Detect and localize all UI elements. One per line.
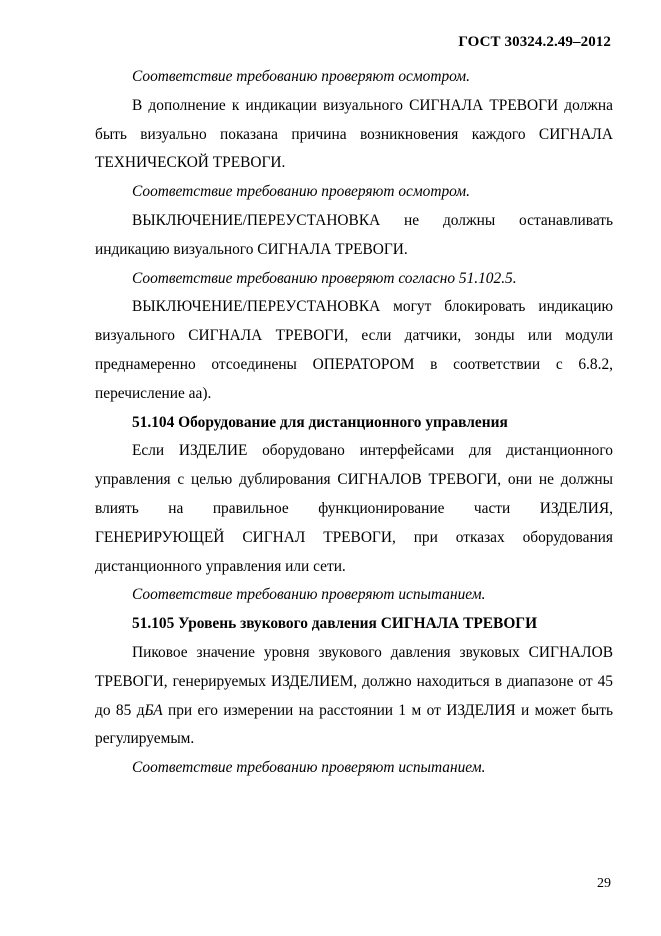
compliance-note: Соответствие требованию проверяют испытанием. — [132, 759, 486, 777]
compliance-note: Соответствие требованию проверяют согласно 51.102.5. — [132, 269, 517, 287]
compliance-note: Соответствие требованию проверяют осмотром. — [132, 183, 470, 201]
compliance-note: Соответствие требованию проверяют испытанием. — [132, 586, 486, 604]
document-body — [95, 63, 613, 783]
section-heading-51-105: 51.105 Уровень звукового давления СИГНАЛА ТРЕВОГИ — [132, 615, 538, 633]
sound-unit-italic: БА — [144, 701, 163, 719]
body-paragraph: В дополнение к индикации визуального СИГНАЛА ТРЕВОГИ должна быть визуально показана причина возникновения каждого СИГНАЛА ТЕХНИЧЕСКОЙ ТРЕВОГИ. — [95, 96, 613, 172]
body-paragraph: ВЫКЛЮЧЕНИЕ/ПЕРЕУСТАНОВКА могут блокировать индикацию визуального СИГНАЛА ТРЕВОГИ, если датчики, зонды или модули преднамеренно отсоединены ОПЕРАТОРОМ в соответствии с 6.8.2, перечисление аа). — [95, 298, 613, 402]
sound-text-after-unit: при его измерении на расстоянии 1 м от ИЗДЕЛИЯ и может быть регулируемым. — [95, 701, 613, 748]
standard-header: ГОСТ 30324.2.49–2012 — [458, 34, 611, 50]
body-paragraph: Если ИЗДЕЛИЕ оборудовано интерфейсами для дистанционного управления с целью дублирования СИГНАЛОВ ТРЕВОГИ, они не должны влиять на правильное функционирование части ИЗДЕЛИЯ, ГЕНЕРИРУЮЩЕЙ СИГНАЛ ТРЕВОГИ, при отказах оборудования дистанционного управления или сети. — [95, 442, 613, 575]
sound-pressure-paragraph — [95, 639, 613, 754]
sound-text-before-unit: Пиковое значение уровня звукового давления звуковых СИГНАЛОВ ТРЕВОГИ, генерируемых ИЗДЕЛИЕМ, должно находиться в диапазоне от 45 до 85 д — [95, 643, 613, 719]
compliance-note: Соответствие требованию проверяют осмотром. — [132, 68, 470, 85]
section-heading-51-104: 51.104 Оборудование для дистанционного управления — [132, 413, 508, 431]
body-paragraph: ВЫКЛЮЧЕНИЕ/ПЕРЕУСТАНОВКА не должны останавливать индикацию визуального СИГНАЛА ТРЕВОГИ. — [95, 211, 613, 258]
page-number: 29 — [597, 876, 611, 891]
